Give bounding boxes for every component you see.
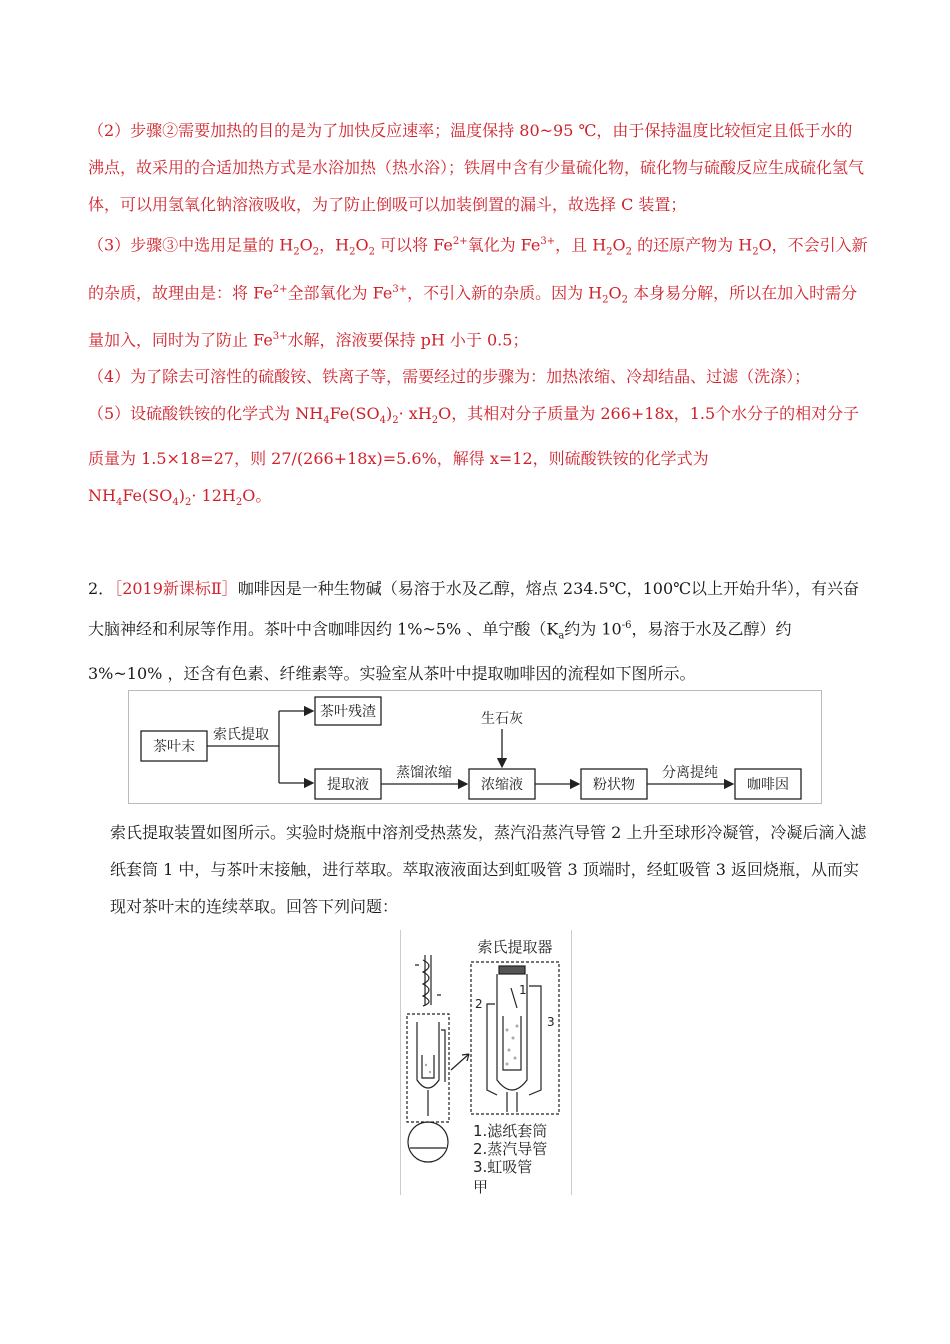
stopper [499,966,525,974]
answer-part-4: （4）为了除去可溶性的硫酸铵、铁离子等，需要经过的步骤为：加热浓缩、冷却结晶、过滤（洗涤）； [88,367,811,387]
large-dashed-box [471,962,559,1114]
label-3: 3 [547,1015,555,1029]
question-description [88,814,868,925]
answer-part-2: （2）步骤②需要加热的目的是为了加快反应速率；温度保持 80~95 ℃，由于保持温度比较恒定且低于水的沸点，故采用的合适加热方式是水浴加热（热水浴）；铁屑中含有少量硫化物，硫化物与硫酸反应生成硫化氢气体，可以用氢氧化钠溶液吸收，为了防止倒吸可以加装倒置的漏斗，故选择 C 装置； [88,121,865,214]
answer-part-5: （5）设硫酸铁铵的化学式为 $NH_4Fe(SO_4)_2\cdot xH_2O$，其相对分子质量为 266+18x，1.5个水分子的相对分子质量为 1.5×18=27，则 27/(266+18x)=5.6%，解得 x=12，则硫酸铁铵的化学式为 [88,404,860,468]
label-concentrate: 浓缩液 [481,777,523,793]
label-lime: 生石灰 [481,711,523,727]
label-distill: 蒸馏浓缩 [396,765,452,781]
legend-1: 1.滤纸套筒 [473,1122,548,1140]
label-powder: 粉状物 [593,777,635,793]
zoom-arrow [451,1054,469,1070]
label-tea-powder: 茶叶末 [153,739,195,755]
label-extract: 提取液 [327,777,369,793]
soxhlet-description: 索氏提取装置如图所示。实验时烧瓶中溶剂受热蒸发，蒸汽沿蒸汽导管 2 上升至球形冷凝管，冷凝后滴入滤纸套筒 1 中，与茶叶末接触，进行萃取。萃取液液面达到虹吸管 3 顶端时，经虹吸管 3 返回烧瓶，从而实现对茶叶末的连续萃取。回答下列问题： [110,823,867,916]
figure-caption: 甲 [473,1178,489,1195]
soxhlet-figure [400,930,572,1195]
condenser-coil [423,960,429,1006]
label-soxhlet: 索氏提取 [213,727,269,743]
legend-3: 3.虹吸管 [473,1158,533,1176]
figure-title: 索氏提取器 [477,938,553,956]
question-number: 2． [88,579,115,598]
soxhlet-svg [401,930,571,1195]
label-1: 1 [519,983,527,997]
flowchart [128,690,822,804]
answer-formula: $NH_4Fe(SO_4)_2\cdot 12H_2O$。 [88,485,272,508]
flowchart-svg [129,691,821,803]
legend-2: 2.蒸汽导管 [473,1140,548,1158]
question-2 [88,570,868,692]
question-stem: 2．［2019新课标Ⅱ］咖啡因是一种生物碱（易溶于水及乙醇，熔点 234.5℃，100℃以上开始升华），有兴奋大脑神经和利尿等作用。茶叶中含咖啡因约 1%~5% 、单宁酸（$K_a$约为 $10^{-6}$，易溶于水及乙醇）约 3%~10% ，还含有色素、纤维素等。实验室从茶叶中提取咖啡因的流程如下图所示。 [88,579,860,683]
label-caffeine: 咖啡因 [747,777,789,793]
small-thimble [422,1055,434,1078]
label-2: 2 [475,997,483,1011]
label-residue: 茶叶残渣 [320,704,376,720]
question-source: ［2019新课标Ⅱ］ [114,579,238,598]
answer-part-3: （3）步骤③中选用足量的 $H_2O_2$，$H_2O_2$ 可以将 $Fe^{2+}$氧化为 $Fe^{3+}$，且 $H_2O_2$ 的还原产物为 $H_2O$，不会引入新的杂质，故理由是：将 $Fe^{2+}$全部氧化为 $Fe^{3+}$，不引入新的杂质。因为 $H_2O_2$ 本身易分解，所以在加入时需分量加入，同时为了防止 $Fe^{3+}$水解，溶液要保持 pH 小于 0.5； [88,235,868,350]
flask [408,1122,448,1162]
label-separate: 分离提纯 [662,765,718,781]
answer-block [88,112,868,521]
large-thimble [503,1016,521,1070]
